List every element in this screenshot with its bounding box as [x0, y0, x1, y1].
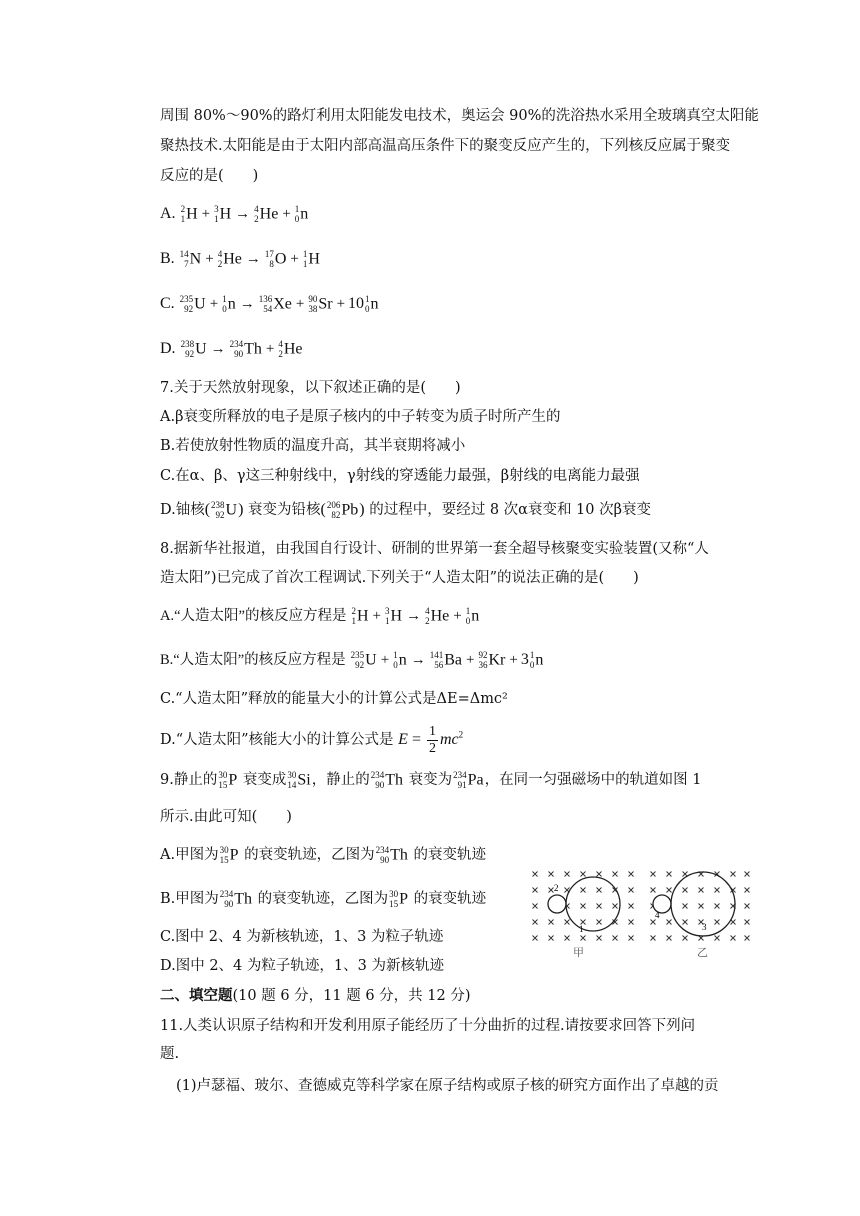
- label-2: 2: [554, 883, 559, 893]
- label-4: 4: [655, 910, 660, 920]
- label-3: 3: [702, 922, 707, 932]
- q7-option-a: A.β衰变所释放的电子是原子核内的中子转变为质子时所产生的: [160, 409, 561, 425]
- track-1-circle: [566, 877, 620, 931]
- field-cross: [629, 904, 634, 909]
- field-cross: [629, 888, 634, 893]
- field-cross: [667, 872, 672, 877]
- field-cross: [629, 936, 634, 941]
- field-cross: [581, 872, 586, 877]
- field-cross: [683, 888, 688, 893]
- magnetic-field-figure: [527, 868, 753, 960]
- q8-stem-2: 造太阳”)已完成了首次工程调试.下列关于“人造太阳”的说法正确的是( ): [160, 570, 639, 586]
- intro-line-1: 周围 80%～90%的路灯利用太阳能发电技术，奥运会 90%的洗浴热水采用全玻璃真空太阳能: [160, 108, 759, 124]
- field-cross: [565, 936, 570, 941]
- field-cross: [667, 920, 672, 925]
- field-cross: [715, 936, 720, 941]
- field-cross: [565, 872, 570, 877]
- q9-option-d: D.图中 2、4 为粒子轨迹，1、3 为新核轨迹: [160, 958, 444, 974]
- field-cross: [533, 936, 538, 941]
- field-cross: [683, 904, 688, 909]
- q8-stem-1: 8.据新华社报道，由我国自行设计、研制的世界第一套全超导核聚变实验装置(又称“人: [160, 541, 709, 557]
- field-cross: [683, 920, 688, 925]
- q9-stem-2: 所示.由此可知( ): [160, 809, 292, 825]
- track-2-circle: [548, 895, 566, 913]
- q7-option-d: D.铀核( 238 92 U) 衰变为铅核( 206 82 Pb) 的过程中，要经过 8 次α衰变和 10 次β衰变: [160, 500, 652, 521]
- q7-option-c: C.在α、β、γ这三种射线中，γ射线的穿透能力最强，β射线的电离能力最强: [160, 468, 640, 484]
- q9-stem-1: 9.静止的 30 15 P 衰变成 30 14 Si，静止的 234 90 Th 衰变为 234 91 Pa，在同一匀强磁场中的轨道如图 1: [160, 770, 702, 791]
- field-cross: [613, 936, 618, 941]
- field-cross: [683, 936, 688, 941]
- field-cross: [667, 936, 672, 941]
- field-cross: [597, 872, 602, 877]
- field-cross: [549, 936, 554, 941]
- field-cross: [651, 888, 656, 893]
- q11-line-1: 11.人类认识原子结构和开发利用原子能经历了十分曲折的过程.请按要求回答下列问: [160, 1018, 696, 1034]
- q8-option-b: B.“人造太阳”的核反应方程是 235 92 U + 1 0 n → 141 56 Ba + 92 36 Kr + 3 1 0 n: [160, 650, 544, 671]
- field-cross: [745, 888, 750, 893]
- q9-option-a: A.甲图为 30 15 P 的衰变轨迹，乙图为 234 90 Th 的衰变轨迹: [160, 845, 486, 866]
- field-cross: [715, 920, 720, 925]
- field-cross: [745, 920, 750, 925]
- field-cross: [581, 888, 586, 893]
- label-1: 1: [579, 924, 584, 934]
- section-heading: 二、填空题(10 题 6 分，11 题 6 分，共 12 分): [160, 987, 471, 1004]
- q8-option-c: C.“人造太阳”释放的能量大小的计算公式是ΔE=Δmc²: [160, 691, 508, 707]
- q9-option-b: B.甲图为 234 90 Th 的衰变轨迹，乙图为 30 15 P 的衰变轨迹: [160, 889, 487, 910]
- field-cross: [533, 888, 538, 893]
- field-cross: [699, 904, 704, 909]
- field-cross: [597, 936, 602, 941]
- field-cross: [715, 904, 720, 909]
- field-cross: [533, 920, 538, 925]
- intro-line-3: 反应的是( ): [160, 168, 259, 184]
- field-cross: [549, 872, 554, 877]
- q9-option-c: C.图中 2、4 为新核轨迹，1、3 为粒子轨迹: [160, 929, 444, 945]
- q6-option-d: D. 238 92 U → 234 90 Th + 4 2 He: [160, 339, 303, 360]
- field-cross: [581, 936, 586, 941]
- q7-option-b: B.若使放射性物质的温度升高，其半衰期将减小: [160, 438, 466, 454]
- field-cross: [699, 888, 704, 893]
- field-cross: [629, 920, 634, 925]
- q8-option-a: A.“人造太阳”的核反应方程是 2 1 H + 3 1 H → 4 2 He + 1 0 n: [160, 606, 480, 627]
- field-cross: [533, 904, 538, 909]
- q11-line-2: 题.: [160, 1046, 180, 1062]
- field-cross: [533, 872, 538, 877]
- q11-line-3: (1)卢瑟福、玻尔、查德威克等科学家在原子结构或原子核的研究方面作出了卓越的贡: [176, 1078, 719, 1094]
- intro-line-2: 聚热技术.太阳能是由于太阳内部高温高压条件下的聚变反应产生的，下列核反应属于聚变: [160, 138, 731, 154]
- field-cross: [613, 872, 618, 877]
- q8-option-d: D.“人造太阳”核能大小的计算公式是 E = $\frac{1}{2}$ $mc^2$: [160, 724, 464, 756]
- field-cross: [613, 904, 618, 909]
- label-jia: 甲: [573, 946, 584, 959]
- field-cross: [651, 920, 656, 925]
- q6-option-c: C. 235 92 U + 1 0 n → 136 54 Xe + 90 38 Sr + 10 1 0 n: [160, 294, 379, 315]
- field-cross: [597, 888, 602, 893]
- field-cross: [549, 920, 554, 925]
- q6-option-b: B. 14 7 N + 4 2 He → 17 8 O + 1 1 H: [160, 249, 320, 270]
- field-cross: [667, 888, 672, 893]
- field-cross: [581, 904, 586, 909]
- q6-option-a: A. 2 1 H + 3 1 H → 4 2 He + 1 0 n: [160, 204, 309, 225]
- field-cross: [745, 872, 750, 877]
- field-cross: [597, 920, 602, 925]
- field-cross: [629, 872, 634, 877]
- label-yi: 乙: [697, 946, 708, 959]
- field-cross: [549, 888, 554, 893]
- field-cross: [565, 920, 570, 925]
- field-cross: [745, 904, 750, 909]
- field-cross: [715, 888, 720, 893]
- field-cross: [731, 936, 736, 941]
- field-cross: [731, 872, 736, 877]
- q7-stem: 7.关于天然放射现象，以下叙述正确的是( ): [160, 380, 461, 396]
- field-cross: [651, 872, 656, 877]
- field-cross: [651, 936, 656, 941]
- field-cross: [597, 904, 602, 909]
- field-cross: [745, 936, 750, 941]
